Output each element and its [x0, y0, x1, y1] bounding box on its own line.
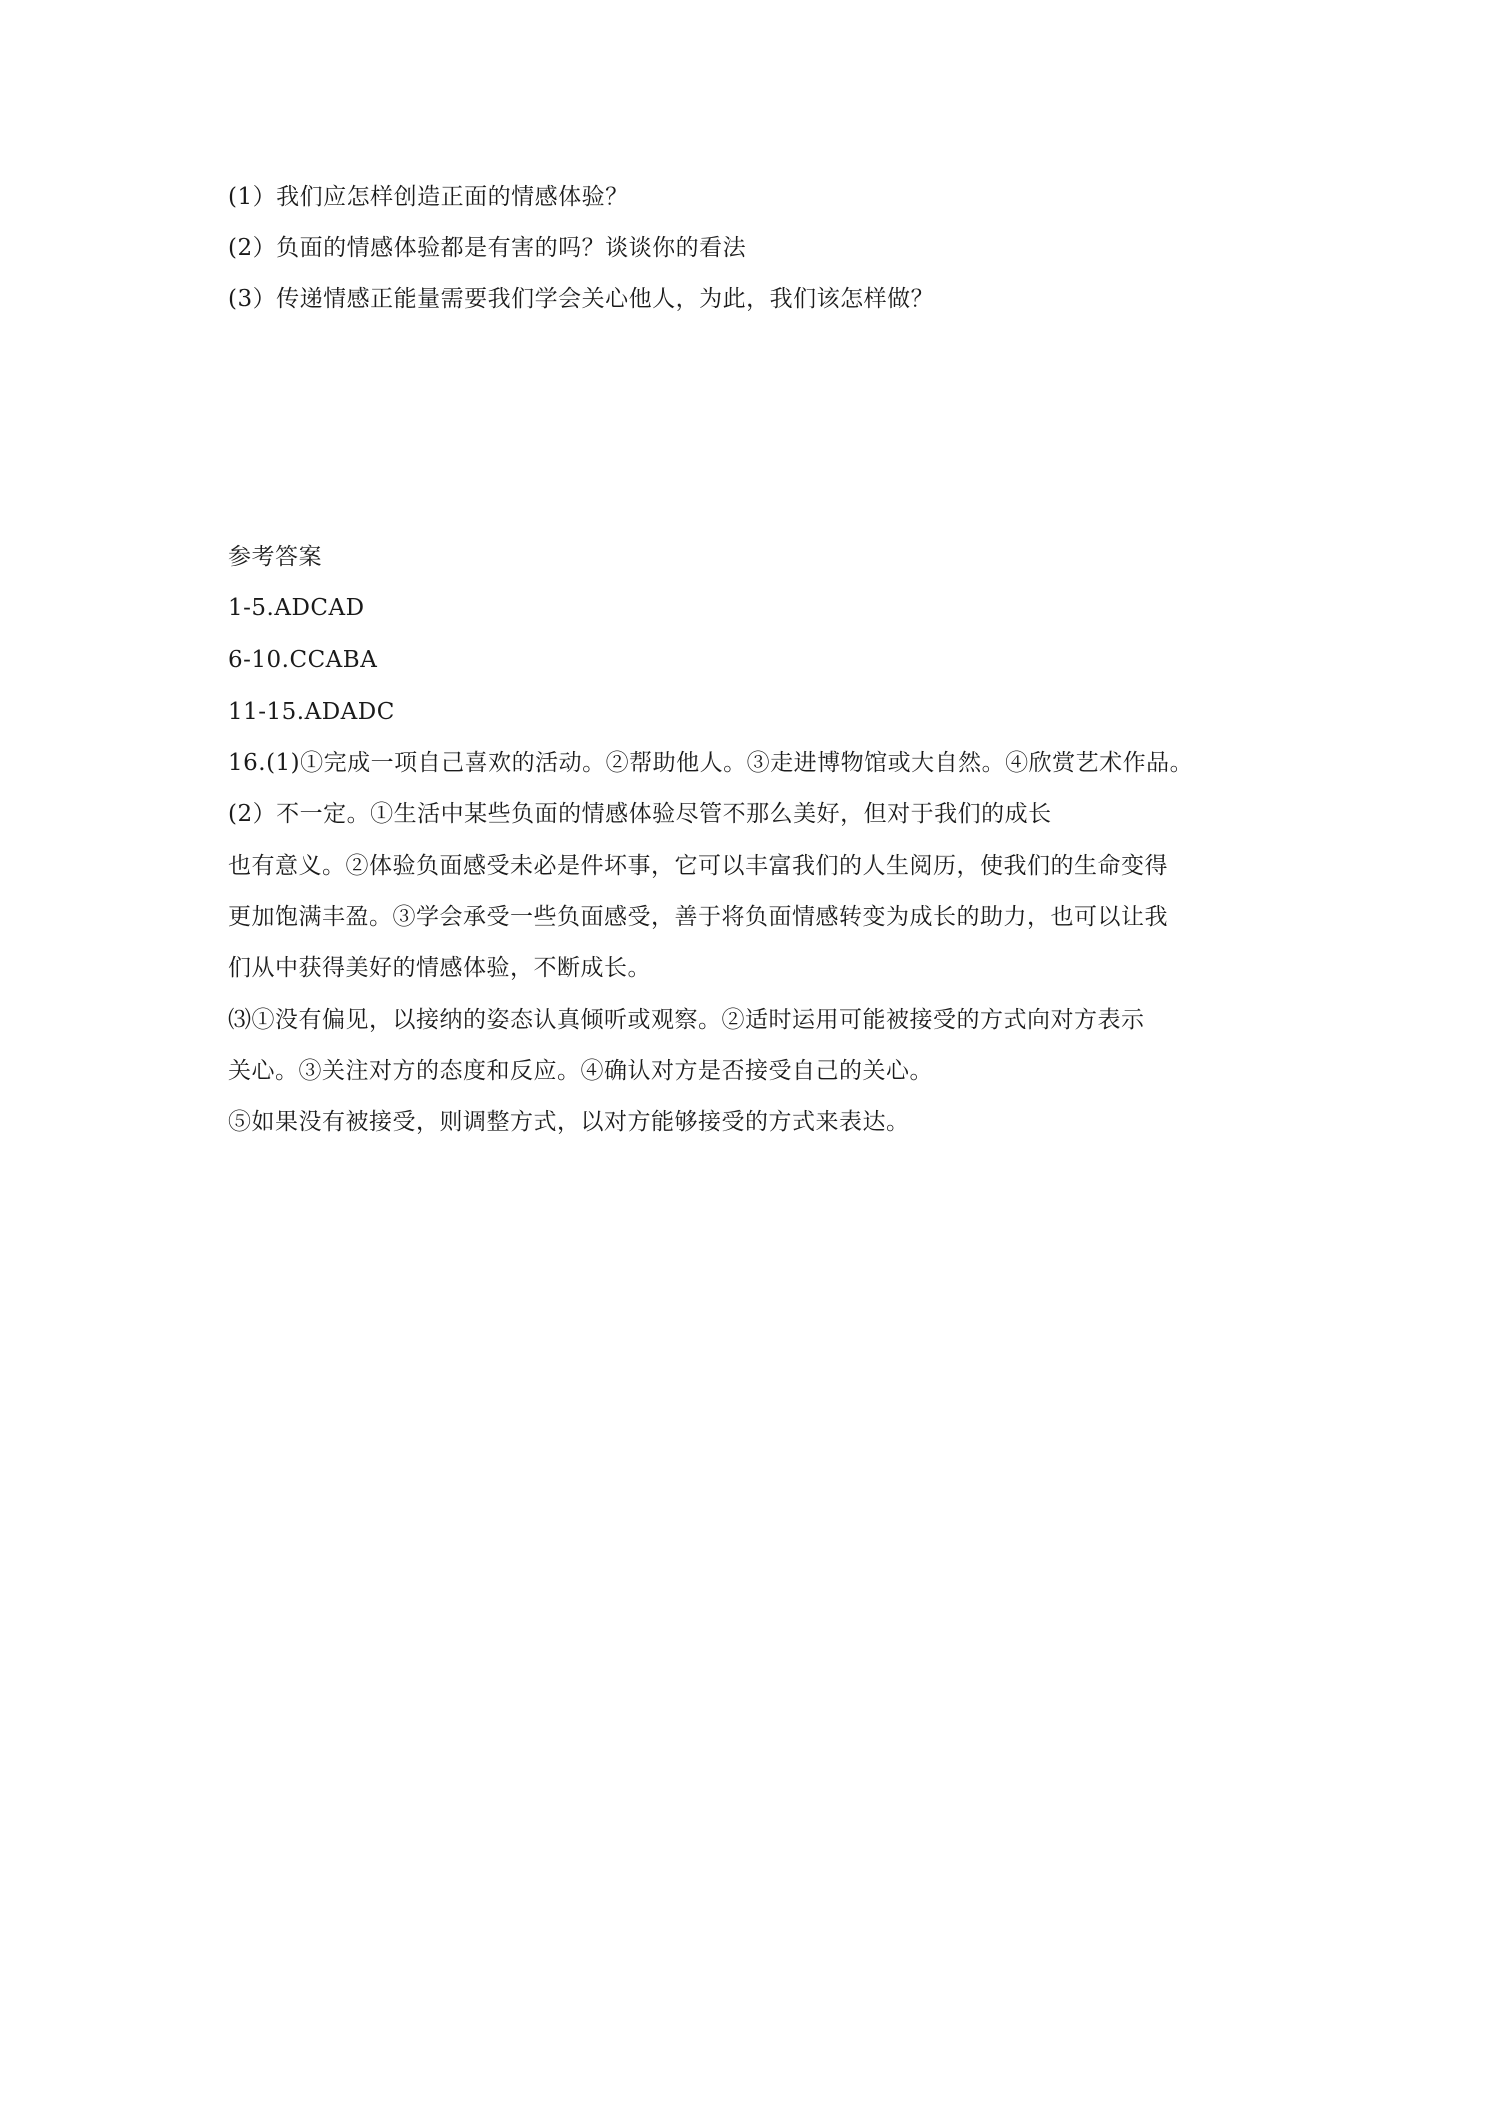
answer-mc-1-5: 1-5.ADCAD [228, 595, 365, 621]
answer-16-part-2-line: 也有意义。②体验负面感受未必是件坏事，它可以丰富我们的人生阅历，使我们的生命变得 [228, 853, 1168, 879]
answer-mc-6-10: 6-10.CCABA [228, 647, 378, 673]
answer-16-part-2-line: 们从中获得美好的情感体验，不断成长。 [228, 955, 651, 981]
answer-mc-11-15: 11-15.ADADC [228, 699, 395, 725]
answer-16-part-3-line: 关心。③关注对方的态度和反应。④确认对方是否接受自己的关心。 [228, 1058, 933, 1084]
answer-16-part-3-line: ⑶①没有偏见，以接纳的姿态认真倾听或观察。②适时运用可能被接受的方式向对方表示 [228, 1007, 1145, 1033]
answer-heading: 参考答案 [228, 544, 322, 570]
answer-16-part-1: 16.(1)①完成一项自己喜欢的活动。②帮助他人。③走进博物馆或大自然。④欣赏艺术作品。 [228, 750, 1194, 776]
answer-16-part-3-line: ⑤如果没有被接受，则调整方式，以对方能够接受的方式来表达。 [228, 1109, 910, 1135]
question-2: (2）负面的情感体验都是有害的吗？谈谈你的看法 [228, 235, 747, 261]
answer-16-part-2-line: (2）不一定。①生活中某些负面的情感体验尽管不那么美好，但对于我们的成长 [228, 801, 1052, 827]
question-1: (1）我们应怎样创造正面的情感体验？ [228, 184, 629, 210]
question-3: (3）传递情感正能量需要我们学会关心他人，为此，我们该怎样做？ [228, 286, 935, 312]
answer-16-part-2-line: 更加饱满丰盈。③学会承受一些负面感受，善于将负面情感转变为成长的助力，也可以让我 [228, 904, 1168, 930]
